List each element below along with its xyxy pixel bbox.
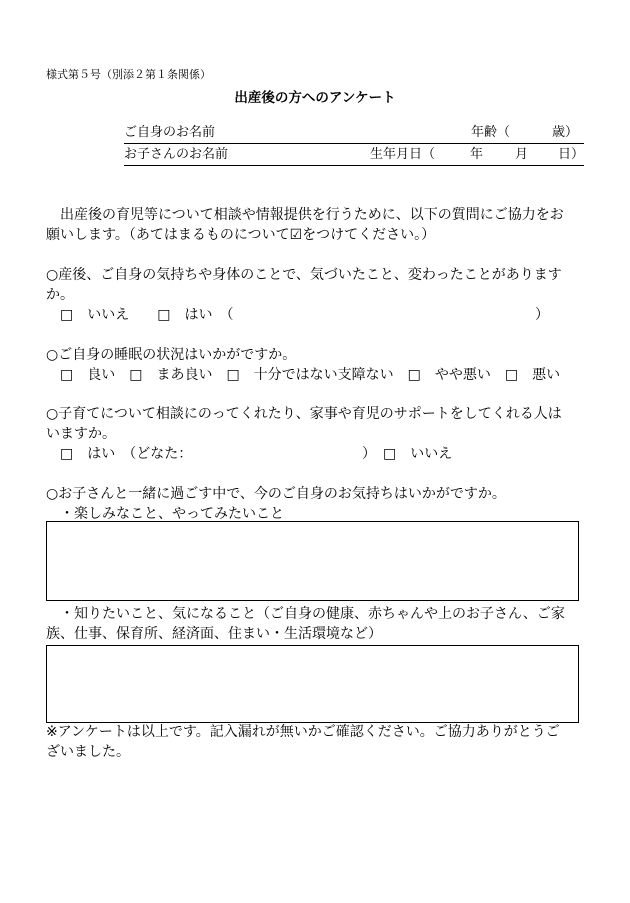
year-unit: 年 (470, 147, 484, 162)
q3-line-2: いますか。 (46, 426, 116, 442)
q2-options[interactable]: □ 良い □ まあ良い □ 十分ではない支障ない □ やや悪い □ 悪い (46, 367, 561, 383)
child-row (124, 146, 584, 166)
q3-line-1: ○子育てについて相談にのってくれたり、家事や育児のサポートをしてくれる人は (46, 406, 562, 422)
age-label: 年齢（ (471, 125, 511, 140)
dob-label: 生年月日（ (370, 147, 436, 162)
intro-line-2: 願いします。（あてはまるものについて☑をつけてください。） (46, 227, 436, 243)
q1-line-1: ○産後、ご自身の気持ちや身体のことで、気づいたこと、変わったことがあります (46, 267, 562, 283)
q4-sub-2-line-1: ・知りたいこと、気になること（ご自身の健康、赤ちゃんや上のお子さん、ご家 (46, 606, 565, 622)
intro-line-1: 出産後の育児等について相談や情報提供を行うために、以下の質問にご協力をお (46, 207, 564, 223)
footer-line-2: ざいました。 (46, 744, 130, 760)
page-title: 出産後の方へのアンケート (234, 90, 396, 106)
name-row (124, 124, 584, 144)
q3-options-a[interactable]: □ はい （どなた： (46, 446, 193, 462)
q4-sub-2-line-2: 族、仕事、保育所、経済面、住まい・生活環境など） (46, 626, 382, 642)
q3-options-b[interactable]: ） □ いいえ (362, 446, 453, 462)
footer-line-1: ※アンケートは以上です。記入漏れが無いかご確認ください。ご協力ありがとうご (46, 724, 560, 740)
q1-options[interactable]: □ いいえ □ はい （ (46, 307, 234, 323)
day-unit: 日） (558, 147, 585, 162)
q1-close-paren: ） (535, 307, 549, 323)
q2-line-1: ○ご自身の睡眠の状況はいかがですか。 (46, 347, 297, 363)
q1-line-2: か。 (46, 287, 74, 303)
child-name-label: お子さんのお名前 (124, 147, 229, 162)
form-number: 様式第５号（別添２第１条関係） (46, 68, 211, 81)
answer-box-1[interactable] (46, 521, 579, 601)
q4-line-1: ○お子さんと一緒に過ごす中で、今のご自身のお気持ちはいかがですか。 (46, 486, 506, 502)
name-label: ご自身のお名前 (124, 125, 216, 140)
answer-box-2[interactable] (46, 645, 579, 723)
month-unit: 月 (515, 147, 529, 162)
age-unit: 歳） (552, 125, 579, 140)
q4-sub-1: ・楽しみなこと、やってみたいこと (46, 506, 284, 522)
